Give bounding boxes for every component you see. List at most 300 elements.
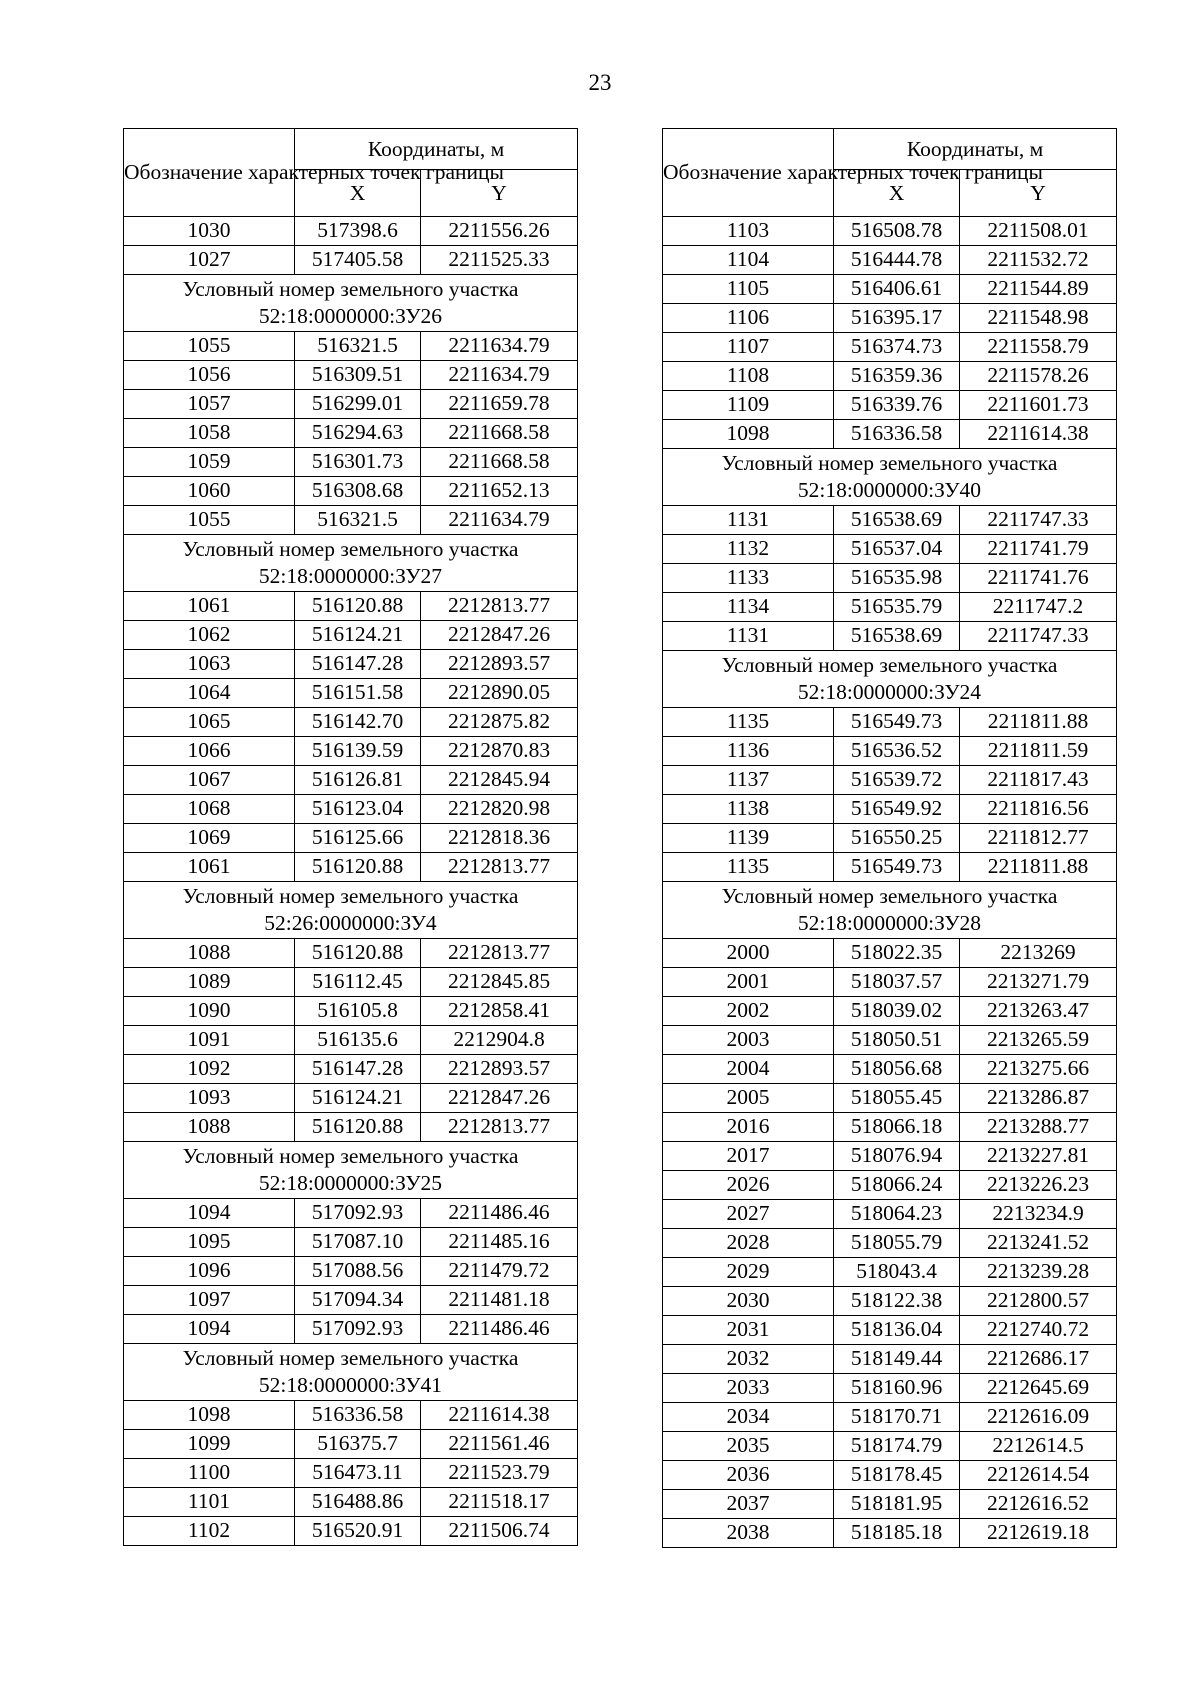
coordinate-row [124,592,578,621]
x-coordinate-cell: 517088.56 [295,1257,421,1286]
coordinate-row [124,1459,578,1488]
coordinate-row [124,621,578,650]
coordinate-row [663,1229,1117,1258]
x-coordinate-cell: 517405.58 [295,246,421,275]
coordinate-row [124,1199,578,1228]
y-coordinate-cell: 2212813.77 [421,1113,578,1142]
point-id-cell: 1058 [124,419,295,448]
coordinate-row [124,997,578,1026]
parcel-header-row [124,882,578,939]
y-coordinate-cell: 2212616.09 [960,1403,1117,1432]
x-coordinate-cell: 518174.79 [834,1432,960,1461]
coordinate-row [124,795,578,824]
y-coordinate-cell: 2212740.72 [960,1316,1117,1345]
x-coordinate-cell: 518043.4 [834,1258,960,1287]
y-coordinate-cell: 2213269 [960,939,1117,968]
point-id-cell: 1136 [663,737,834,766]
point-id-cell: 1055 [124,506,295,535]
y-coordinate-cell: 2211634.79 [421,506,578,535]
point-id-cell: 2000 [663,939,834,968]
x-coordinate-cell: 516537.04 [834,535,960,564]
point-id-cell: 2033 [663,1374,834,1403]
x-coordinate-cell: 516309.51 [295,361,421,390]
x-column-header: X [295,170,421,217]
coordinate-row [663,593,1117,622]
y-column-header: Y [421,170,578,217]
x-coordinate-cell: 516520.91 [295,1517,421,1546]
x-coordinate-cell: 516488.86 [295,1488,421,1517]
x-coordinate-cell: 518170.71 [834,1403,960,1432]
point-id-cell: 1091 [124,1026,295,1055]
coordinate-row [124,1517,578,1546]
x-coordinate-cell: 518181.95 [834,1490,960,1519]
parcel-title: Условный номер земельного участка [721,451,1058,475]
coordinate-row [124,217,578,246]
parcel-title: Условный номер земельного участка [182,277,519,301]
y-coordinate-cell: 2212616.52 [960,1490,1117,1519]
coordinate-row [124,419,578,448]
point-id-cell: 1092 [124,1055,295,1084]
x-coordinate-cell: 516336.58 [295,1401,421,1430]
point-id-cell: 2004 [663,1055,834,1084]
y-coordinate-cell: 2211544.89 [960,275,1117,304]
x-coordinate-cell: 516125.66 [295,824,421,853]
coordinate-row [663,1403,1117,1432]
point-id-cell: 1057 [124,390,295,419]
point-id-cell: 2036 [663,1461,834,1490]
x-coordinate-cell: 518022.35 [834,939,960,968]
x-coordinate-cell: 516549.73 [834,708,960,737]
coordinate-row [124,939,578,968]
coordinate-row [663,737,1117,766]
coordinate-row [663,1055,1117,1084]
right-table-body [663,217,1117,1548]
x-coordinate-cell: 518178.45 [834,1461,960,1490]
x-coordinate-cell: 517094.34 [295,1286,421,1315]
y-coordinate-cell: 2211525.33 [421,246,578,275]
x-coordinate-cell: 516538.69 [834,506,960,535]
x-coordinate-cell: 516151.58 [295,679,421,708]
y-coordinate-cell: 2211811.88 [960,708,1117,737]
point-id-cell: 1135 [663,708,834,737]
y-coordinate-cell: 2212619.18 [960,1519,1117,1548]
y-coordinate-cell: 2211614.38 [960,420,1117,449]
point-id-cell: 1094 [124,1199,295,1228]
y-coordinate-cell: 2212847.26 [421,1084,578,1113]
y-coordinate-cell: 2213263.47 [960,997,1117,1026]
coordinate-row [663,1374,1117,1403]
y-coordinate-cell: 2211506.74 [421,1517,578,1546]
coordinate-row [663,708,1117,737]
point-id-cell: 1066 [124,737,295,766]
x-coordinate-cell: 516550.25 [834,824,960,853]
y-coordinate-cell: 2212870.83 [421,737,578,766]
parcel-title: Условный номер земельного участка [182,884,519,908]
x-coordinate-cell: 516395.17 [834,304,960,333]
coordinate-row [124,246,578,275]
point-id-cell: 1097 [124,1286,295,1315]
parcel-number: 52:26:0000000:ЗУ4 [264,911,437,935]
point-id-cell: 2035 [663,1432,834,1461]
y-coordinate-cell: 2213275.66 [960,1055,1117,1084]
y-coordinate-cell: 2211668.58 [421,419,578,448]
coordinate-row [124,1026,578,1055]
coordinate-row [663,304,1117,333]
y-coordinate-cell: 2212890.05 [421,679,578,708]
point-id-cell: 1068 [124,795,295,824]
x-coordinate-cell: 516536.52 [834,737,960,766]
point-id-cell: 2031 [663,1316,834,1345]
point-id-cell: 1059 [124,448,295,477]
point-id-cell: 1030 [124,217,295,246]
point-id-cell: 1060 [124,477,295,506]
y-coordinate-cell: 2212645.69 [960,1374,1117,1403]
x-coordinate-cell: 516549.92 [834,795,960,824]
x-coordinate-cell: 516124.21 [295,621,421,650]
coordinate-row [663,1519,1117,1548]
y-coordinate-cell: 2211486.46 [421,1199,578,1228]
y-coordinate-cell: 2211523.79 [421,1459,578,1488]
y-coordinate-cell: 2211634.79 [421,332,578,361]
point-id-cell: 1101 [124,1488,295,1517]
x-coordinate-cell: 516406.61 [834,275,960,304]
x-coordinate-cell: 516359.36 [834,362,960,391]
y-coordinate-cell: 2213286.87 [960,1084,1117,1113]
coordinate-row [663,824,1117,853]
x-coordinate-cell: 516308.68 [295,477,421,506]
y-coordinate-cell: 2211811.88 [960,853,1117,882]
x-coordinate-cell: 518037.57 [834,968,960,997]
coordinate-row [663,1287,1117,1316]
coordinate-row [663,217,1117,246]
point-id-cell: 1106 [663,304,834,333]
y-coordinate-cell: 2213288.77 [960,1113,1117,1142]
point-id-cell: 1055 [124,332,295,361]
point-id-cell: 2038 [663,1519,834,1548]
x-coordinate-cell: 516549.73 [834,853,960,882]
y-coordinate-cell: 2211811.59 [960,737,1117,766]
y-coordinate-cell: 2213241.52 [960,1229,1117,1258]
x-coordinate-cell: 518056.68 [834,1055,960,1084]
x-coordinate-cell: 517092.93 [295,1199,421,1228]
x-coordinate-cell: 516120.88 [295,939,421,968]
y-coordinate-cell: 2211548.98 [960,304,1117,333]
point-id-cell: 2027 [663,1200,834,1229]
point-id-cell: 1098 [663,420,834,449]
coordinate-row [124,968,578,997]
coordinate-row [663,362,1117,391]
x-coordinate-cell: 516147.28 [295,650,421,679]
parcel-header-cell [124,535,578,592]
y-coordinate-cell: 2211508.01 [960,217,1117,246]
y-coordinate-cell: 2211486.46 [421,1315,578,1344]
x-coordinate-cell: 516336.58 [834,420,960,449]
coordinates-table-left [123,128,578,1546]
coordinate-row [663,564,1117,593]
coordinate-row [124,650,578,679]
x-coordinate-cell: 516301.73 [295,448,421,477]
y-coordinate-cell: 2213265.59 [960,1026,1117,1055]
coordinate-row [124,1488,578,1517]
point-id-cell: 2005 [663,1084,834,1113]
parcel-title: Условный номер земельного участка [721,653,1058,677]
y-coordinate-cell: 2211561.46 [421,1430,578,1459]
x-coordinate-cell: 516374.73 [834,333,960,362]
y-coordinate-cell: 2211747.2 [960,593,1117,622]
point-id-cell: 1135 [663,853,834,882]
coordinate-row [124,477,578,506]
coordinate-row [663,853,1117,882]
point-id-cell: 1094 [124,1315,295,1344]
y-coordinate-cell: 2211816.56 [960,795,1117,824]
y-coordinate-cell: 2212813.77 [421,592,578,621]
coordinate-row [663,420,1117,449]
y-column-header: Y [960,170,1117,217]
x-coordinate-cell: 516120.88 [295,1113,421,1142]
point-designation-header: Обозначение характерных точек границы [663,129,834,217]
point-id-cell: 1067 [124,766,295,795]
point-id-cell: 1062 [124,621,295,650]
point-id-cell: 1104 [663,246,834,275]
point-id-cell: 1065 [124,708,295,737]
parcel-title: Условный номер земельного участка [182,1346,519,1370]
coordinate-row [663,1316,1117,1345]
left-table-body [124,217,578,1546]
coordinate-row [663,1432,1117,1461]
coordinate-row [663,1490,1117,1519]
y-coordinate-cell: 2212893.57 [421,1055,578,1084]
y-coordinate-cell: 2211747.33 [960,622,1117,651]
y-coordinate-cell: 2213227.81 [960,1142,1117,1171]
coordinate-row [124,1228,578,1257]
y-coordinate-cell: 2212904.8 [421,1026,578,1055]
point-id-cell: 1056 [124,361,295,390]
point-id-cell: 1090 [124,997,295,1026]
x-coordinate-cell: 518050.51 [834,1026,960,1055]
coordinate-row [663,246,1117,275]
coordinate-row [663,1026,1117,1055]
parcel-header-row [124,1142,578,1199]
parcel-header-row [124,1344,578,1401]
coordinate-row [663,506,1117,535]
y-coordinate-cell: 2212614.54 [960,1461,1117,1490]
x-coordinate-cell: 518136.04 [834,1316,960,1345]
coordinate-row [663,622,1117,651]
point-designation-header: Обозначение характерных точек границы [124,129,295,217]
x-coordinate-cell: 516105.8 [295,997,421,1026]
coordinate-row [124,361,578,390]
coordinate-row [124,1113,578,1142]
point-id-cell: 1095 [124,1228,295,1257]
coordinate-row [124,766,578,795]
point-id-cell: 1061 [124,853,295,882]
coordinate-row [124,1055,578,1084]
x-coordinate-cell: 516375.7 [295,1430,421,1459]
parcel-header-row [663,651,1117,708]
y-coordinate-cell: 2211634.79 [421,361,578,390]
coordinate-row [124,824,578,853]
point-id-cell: 1133 [663,564,834,593]
coordinate-row [663,997,1117,1026]
coordinate-row [124,1430,578,1459]
point-id-cell: 1109 [663,391,834,420]
coordinate-row [124,737,578,766]
parcel-number: 52:18:0000000:ЗУ25 [258,1171,443,1195]
y-coordinate-cell: 2212818.36 [421,824,578,853]
coordinate-row [663,275,1117,304]
parcel-header-cell [124,882,578,939]
coordinate-row [663,1084,1117,1113]
point-id-cell: 1105 [663,275,834,304]
parcel-number: 52:18:0000000:ЗУ41 [258,1373,443,1397]
parcel-title: Условный номер земельного участка [182,537,519,561]
point-id-cell: 1088 [124,1113,295,1142]
parcel-number: 52:18:0000000:ЗУ27 [258,564,443,588]
point-id-cell: 1064 [124,679,295,708]
coordinate-row [663,1171,1117,1200]
point-id-cell: 1093 [124,1084,295,1113]
point-id-cell: 1131 [663,622,834,651]
point-id-cell: 2029 [663,1258,834,1287]
point-id-cell: 2037 [663,1490,834,1519]
y-coordinate-cell: 2212845.94 [421,766,578,795]
point-id-cell: 2030 [663,1287,834,1316]
coordinate-row [124,1315,578,1344]
point-id-cell: 1063 [124,650,295,679]
y-coordinate-cell: 2212800.57 [960,1287,1117,1316]
coordinate-row [124,506,578,535]
y-coordinate-cell: 2213226.23 [960,1171,1117,1200]
parcel-header-row [663,449,1117,506]
x-coordinate-cell: 518066.18 [834,1113,960,1142]
y-coordinate-cell: 2213239.28 [960,1258,1117,1287]
point-id-cell: 1138 [663,795,834,824]
x-coordinate-cell: 518122.38 [834,1287,960,1316]
y-coordinate-cell: 2212686.17 [960,1345,1117,1374]
coordinate-row [124,708,578,737]
x-coordinate-cell: 517092.93 [295,1315,421,1344]
point-id-cell: 1139 [663,824,834,853]
parcel-number: 52:18:0000000:ЗУ28 [797,911,982,935]
y-coordinate-cell: 2212858.41 [421,997,578,1026]
coordinates-header: Координаты, м [295,129,578,170]
y-coordinate-cell: 2211558.79 [960,333,1117,362]
coordinate-row [124,853,578,882]
coordinate-row [663,1200,1117,1229]
x-coordinate-cell: 516535.79 [834,593,960,622]
point-id-cell: 1088 [124,939,295,968]
parcel-header-row [124,535,578,592]
coordinate-row [124,1401,578,1430]
x-coordinate-cell: 516120.88 [295,853,421,882]
x-coordinate-cell: 516135.6 [295,1026,421,1055]
coordinate-row [124,1257,578,1286]
y-coordinate-cell: 2211741.79 [960,535,1117,564]
x-coordinate-cell: 516321.5 [295,332,421,361]
y-coordinate-cell: 2211614.38 [421,1401,578,1430]
x-coordinate-cell: 516147.28 [295,1055,421,1084]
coordinate-row [663,1258,1117,1287]
x-coordinate-cell: 518185.18 [834,1519,960,1548]
x-column-header: X [834,170,960,217]
x-coordinate-cell: 516539.72 [834,766,960,795]
coordinate-row [663,1113,1117,1142]
y-coordinate-cell: 2212820.98 [421,795,578,824]
point-id-cell: 1100 [124,1459,295,1488]
point-id-cell: 1137 [663,766,834,795]
parcel-header-cell [124,1344,578,1401]
x-coordinate-cell: 517087.10 [295,1228,421,1257]
y-coordinate-cell: 2212875.82 [421,708,578,737]
y-coordinate-cell: 2211578.26 [960,362,1117,391]
y-coordinate-cell: 2212845.85 [421,968,578,997]
point-id-cell: 1096 [124,1257,295,1286]
parcel-header-cell [663,882,1117,939]
parcel-title: Условный номер земельного участка [182,1144,519,1168]
point-id-cell: 2032 [663,1345,834,1374]
coordinate-row [663,535,1117,564]
parcel-number: 52:18:0000000:ЗУ26 [258,304,443,328]
x-coordinate-cell: 518055.79 [834,1229,960,1258]
parcel-header-cell [124,1142,578,1199]
x-coordinate-cell: 518039.02 [834,997,960,1026]
point-id-cell: 2016 [663,1113,834,1142]
point-id-cell: 1089 [124,968,295,997]
y-coordinate-cell: 2212813.77 [421,939,578,968]
point-id-cell: 1131 [663,506,834,535]
point-id-cell: 2002 [663,997,834,1026]
y-coordinate-cell: 2211741.76 [960,564,1117,593]
parcel-header-row [124,275,578,332]
y-coordinate-cell: 2212614.5 [960,1432,1117,1461]
y-coordinate-cell: 2211481.18 [421,1286,578,1315]
parcel-header-cell [663,449,1117,506]
page-number: 23 [588,70,612,95]
coordinate-row [663,939,1117,968]
y-coordinate-cell: 2212813.77 [421,853,578,882]
point-id-cell: 1132 [663,535,834,564]
point-id-cell: 1069 [124,824,295,853]
point-id-cell: 1027 [124,246,295,275]
x-coordinate-cell: 516535.98 [834,564,960,593]
point-id-cell: 2003 [663,1026,834,1055]
coordinate-row [663,1142,1117,1171]
x-coordinate-cell: 516124.21 [295,1084,421,1113]
y-coordinate-cell: 2213271.79 [960,968,1117,997]
x-coordinate-cell: 516142.70 [295,708,421,737]
parcel-title: Условный номер земельного участка [721,884,1058,908]
coordinate-row [124,1286,578,1315]
x-coordinate-cell: 517398.6 [295,217,421,246]
point-id-cell: 1108 [663,362,834,391]
y-coordinate-cell: 2211652.13 [421,477,578,506]
x-coordinate-cell: 516139.59 [295,737,421,766]
y-coordinate-cell: 2211659.78 [421,390,578,419]
point-id-cell: 2034 [663,1403,834,1432]
y-coordinate-cell: 2211479.72 [421,1257,578,1286]
y-coordinate-cell: 2211485.16 [421,1228,578,1257]
coordinate-row [663,766,1117,795]
x-coordinate-cell: 518055.45 [834,1084,960,1113]
point-id-cell: 2028 [663,1229,834,1258]
coordinate-row [663,391,1117,420]
point-id-cell: 1099 [124,1430,295,1459]
parcel-header-row [663,882,1117,939]
coordinates-header: Координаты, м [834,129,1117,170]
y-coordinate-cell: 2211668.58 [421,448,578,477]
coordinate-row [124,390,578,419]
y-coordinate-cell: 2213234.9 [960,1200,1117,1229]
